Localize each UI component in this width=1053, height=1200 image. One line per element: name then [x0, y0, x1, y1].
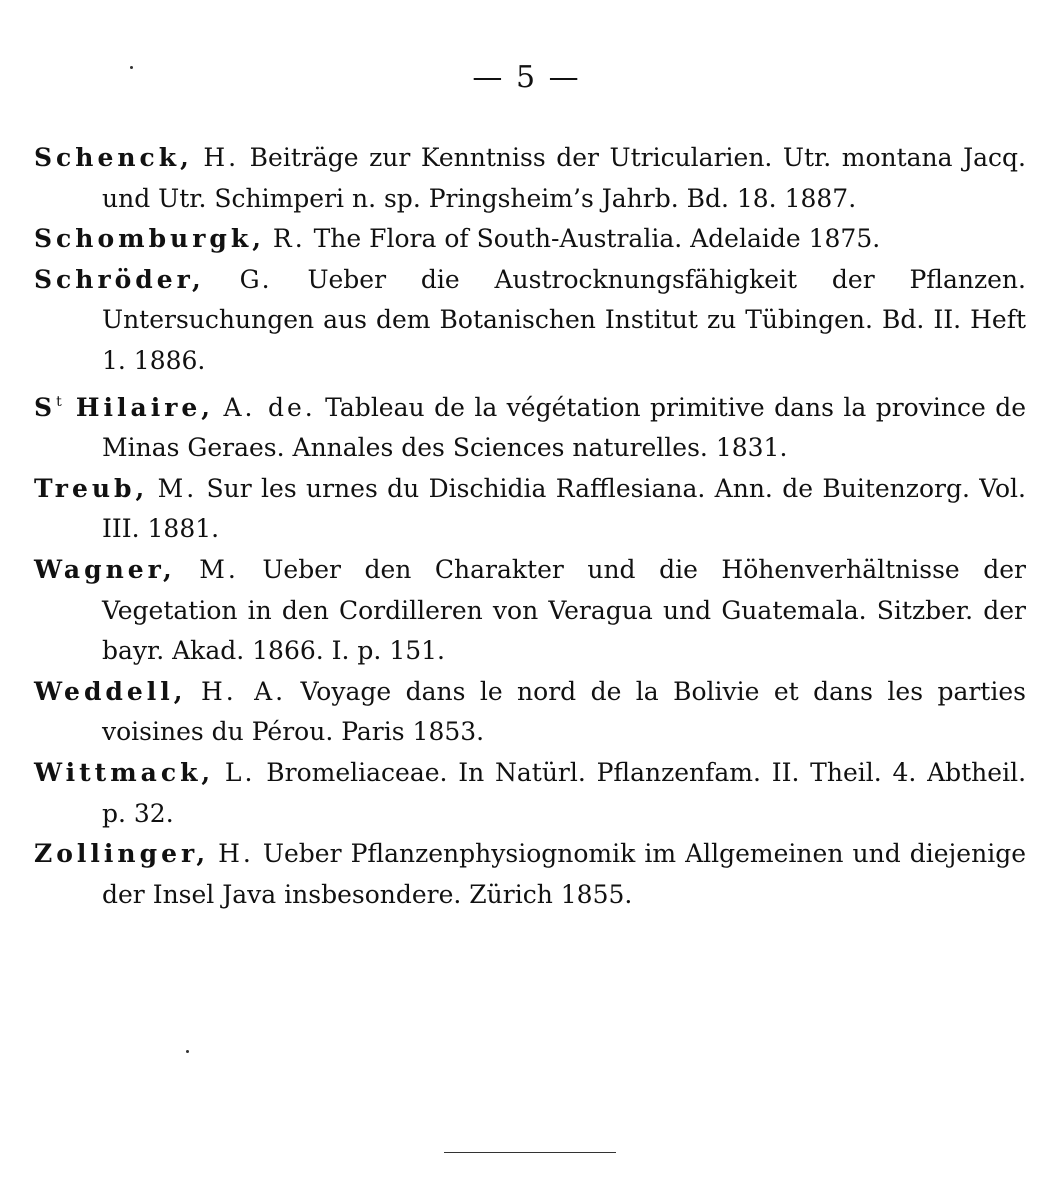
bibliography-entry	[34, 753, 1026, 834]
entry-text: Beiträge zur Kenntniss der Utricularien. Utr. montana Jacq. und Utr. Schimperi n. sp. Pringsheim’s Jahrb. Bd. 18. 1887.	[102, 143, 1026, 213]
footer-rule	[444, 1152, 616, 1153]
entry-initials: M.	[199, 554, 239, 584]
bibliography-entry	[34, 219, 1026, 260]
entry-text: Sur les urnes du Dischidia Rafflesiana. Ann. de Buitenzorg. Vol. III. 1881.	[102, 473, 1027, 544]
entry-text: The Flora of South-Australia. Adelaide 1875.	[313, 224, 881, 254]
page-number: — 5 —	[472, 60, 581, 95]
entry-initials: H. A.	[200, 676, 287, 706]
entry-initials: M.	[157, 473, 198, 503]
entry-initials: H.	[218, 839, 254, 869]
entry-author: Zollinger,	[34, 839, 210, 869]
bibliography-entry	[34, 469, 1026, 550]
entry-initials: R.	[272, 224, 306, 254]
bibliography-entry	[34, 260, 1026, 382]
entry-author-superscript: t	[56, 393, 62, 410]
entry-initials: A. de.	[223, 392, 316, 422]
entry-author: Schröder,	[34, 264, 205, 294]
entry-author: Hilaire,	[61, 392, 215, 422]
entry-author: Treub,	[34, 473, 149, 503]
bibliography-entry	[34, 138, 1026, 219]
entry-text: Ueber die Austrocknungsfähigkeit der Pflanzen. Untersuchungen aus dem Botanischen Institut zu Tübingen. Bd. II. Heft 1. 1886.	[102, 264, 1026, 375]
entry-author: Schomburgk,	[34, 224, 265, 254]
bibliography-entry	[34, 550, 1026, 672]
entry-author: Schenck,	[34, 143, 193, 172]
entry-author: Wittmack,	[34, 757, 215, 787]
entry-text: Bromeliaceae. In Natürl. Pflanzenfam. II. Theil. 4. Abtheil. p. 32.	[102, 757, 1027, 828]
entry-initials: H.	[203, 143, 240, 172]
entry-initials: G.	[239, 264, 273, 294]
entry-text: Ueber den Charakter und die Höhenverhältnisse der Vegetation in den Cordilleren von Veragua und Guatemala. Sitzber. der bayr. Akad. 1866. I. p. 151.	[102, 554, 1026, 666]
entry-text: Ueber Pflanzenphysiognomik im Allgemeinen und diejenige der Insel Java insbesondere. Zürich 1855.	[102, 839, 1026, 909]
entry-text: Tableau de la végétation primitive dans la province de Minas Geraes. Annales des Sciences naturelles. 1831.	[102, 392, 1027, 463]
entry-initials: L.	[224, 757, 256, 787]
stray-ink-dot	[186, 1050, 189, 1053]
bibliography-list	[34, 138, 1026, 915]
entry-text: Voyage dans le nord de la Bolivie et dans les parties voisines du Pérou. Paris 1853.	[102, 676, 1026, 747]
bibliography-entry	[34, 672, 1026, 753]
bibliography-entry	[34, 834, 1026, 915]
entry-author-prefix: S	[34, 392, 57, 422]
bibliography-entry	[34, 382, 1026, 469]
entry-author: Wagner,	[34, 554, 176, 584]
entry-author: Weddell,	[34, 676, 187, 706]
